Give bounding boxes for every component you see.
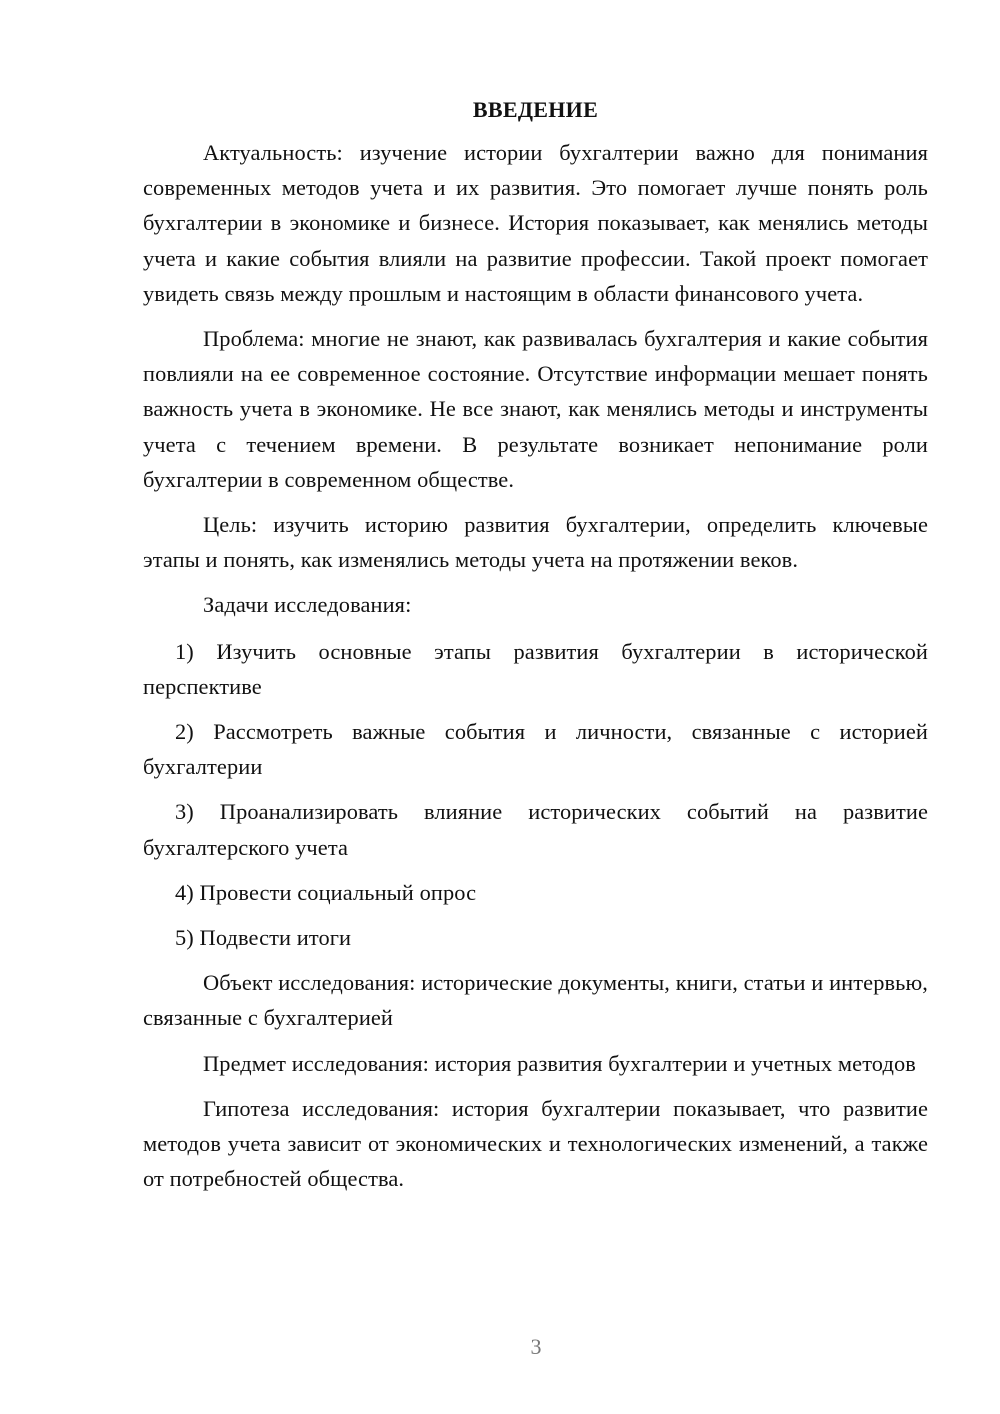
page-content xyxy=(143,93,928,1206)
list-item: 1) Изучить основные этапы развития бухгалтерии в исторической перспективе xyxy=(143,638,928,699)
tasks-list xyxy=(143,634,928,956)
relevance-paragraph: Актуальность: изучение истории бухгалтерии важно для понимания современных методов учета и их развития. Это помогает лучше понять роль бухгалтерии в экономике и бизнесе. История показывает, как менялись методы учета и какие события влияли на развитие профессии. Такой проект помогает увидеть связь между прошлым и настоящим в области финансового учета. xyxy=(143,140,928,306)
list-item: 2) Рассмотреть важные события и личности, связанные с историей бухгалтерии xyxy=(143,719,928,780)
goal-paragraph: Цель: изучить историю развития бухгалтерии, определить ключевые этапы и понять, как изменялись методы учета на протяжении веков. xyxy=(143,512,928,573)
subject-paragraph: Предмет исследования: история развития бухгалтерии и учетных методов xyxy=(203,1050,916,1076)
list-item: 5) Подвести итоги xyxy=(175,925,352,951)
page-number: 3 xyxy=(530,1334,542,1359)
list-item: 4) Провести социальный опрос xyxy=(175,879,477,905)
list-item: 3) Проанализировать влияние исторических событий на развитие бухгалтерского учета xyxy=(143,799,928,860)
problem-paragraph: Проблема: многие не знают, как развивалась бухгалтерия и какие события повлияли на ее современное состояние. Отсутствие информации мешает понять важность учета в экономике. Не все знают, как менялись методы и инструменты учета с течением времени. В результате возникает непонимание роли бухгалтерии в современном обществе. xyxy=(143,326,928,492)
page-title: ВВЕДЕНИЕ xyxy=(472,97,599,122)
object-paragraph: Объект исследования: исторические документы, книги, статьи и интервью, связанные с бухгалтерией xyxy=(143,970,928,1031)
hypothesis-paragraph: Гипотеза исследования: история бухгалтерии показывает, что развитие методов учета зависит от экономических и технологических изменений, а также от потребностей общества. xyxy=(143,1095,928,1192)
tasks-heading: Задачи исследования: xyxy=(203,592,412,618)
